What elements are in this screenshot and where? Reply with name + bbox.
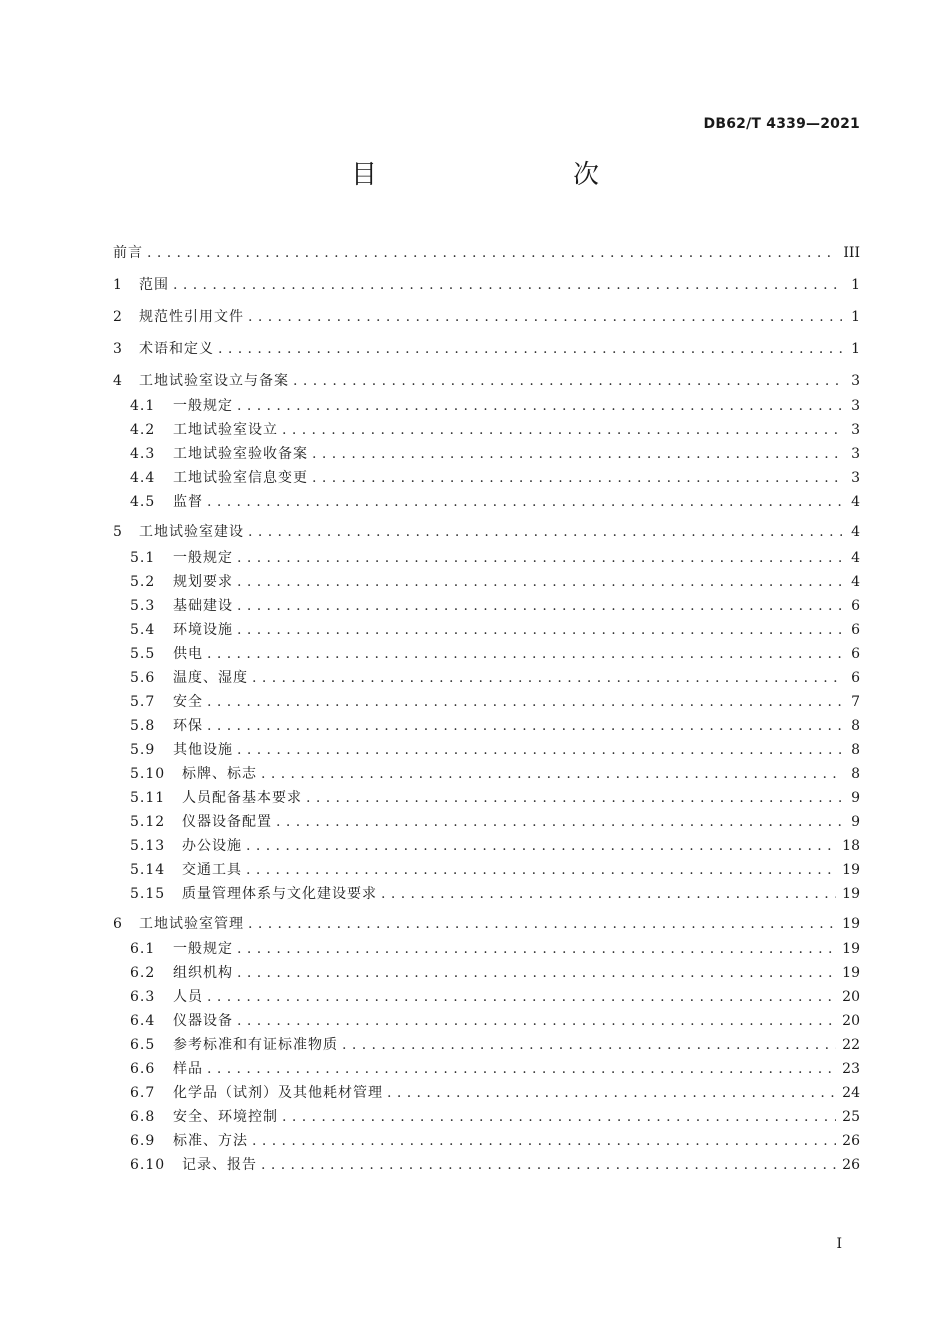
toc-entry-number: 5.14	[130, 862, 166, 878]
toc-entry-label: 安全、环境控制	[173, 1109, 278, 1125]
toc-entry[interactable]	[130, 1011, 860, 1031]
toc-leader-dots	[293, 371, 842, 391]
toc-entry-number: 6.7	[130, 1085, 156, 1101]
toc-entry-number: 5.8	[130, 718, 156, 734]
toc-entry[interactable]	[113, 522, 860, 542]
toc-entry-label: 一般规定	[173, 550, 233, 566]
toc-entry-label: 化学品（试剂）及其他耗材管理	[173, 1085, 383, 1101]
toc-entry-number: 5.7	[130, 694, 156, 710]
toc-leader-dots	[381, 884, 836, 904]
toc-entry-number: 6	[113, 916, 122, 932]
toc-leader-dots	[207, 987, 836, 1007]
toc-leader-dots	[282, 420, 842, 440]
toc-leader-dots	[252, 668, 842, 688]
toc-entry-number: 2	[113, 309, 122, 325]
toc-leader-dots	[207, 716, 842, 736]
toc-entry-label: 规划要求	[173, 574, 233, 590]
toc-entry[interactable]	[130, 740, 860, 760]
toc-leader-dots	[237, 548, 842, 568]
toc-entry[interactable]	[130, 1155, 860, 1175]
toc-entry-label: 术语和定义	[139, 341, 214, 357]
toc-entry-label: 工地试验室设立	[173, 422, 278, 438]
toc-entry[interactable]	[130, 987, 860, 1007]
toc-entry-page: 6	[851, 670, 860, 686]
toc-entry-label: 人员	[173, 989, 203, 1005]
toc-entry-number: 6.3	[130, 989, 156, 1005]
toc-entry-number: 6.1	[130, 941, 156, 957]
toc-entry[interactable]	[130, 692, 860, 712]
toc-leader-dots	[207, 644, 842, 664]
toc-leader-dots	[237, 939, 836, 959]
toc-leader-dots	[207, 492, 842, 512]
toc-entry-page: 4	[851, 574, 860, 590]
toc-entry[interactable]	[113, 339, 860, 359]
toc-entry-page: 6	[851, 622, 860, 638]
toc-entry-page: 19	[842, 965, 860, 981]
toc-entry-number: 5.12	[130, 814, 166, 830]
toc-entry-page: 19	[842, 916, 860, 932]
toc-leader-dots	[312, 468, 842, 488]
toc-leader-dots	[147, 243, 837, 263]
toc-entry-page: 19	[842, 886, 860, 902]
toc-entry[interactable]	[130, 716, 860, 736]
toc-entry-page: 4	[851, 550, 860, 566]
toc-entry-number: 5	[113, 524, 122, 540]
toc-entry[interactable]	[130, 396, 860, 416]
toc-entry[interactable]	[130, 812, 860, 832]
toc-leader-dots	[237, 572, 842, 592]
toc-entry[interactable]	[130, 1059, 860, 1079]
toc-leader-dots	[248, 522, 842, 542]
toc-entry-label: 前言	[113, 245, 143, 261]
toc-entry-number: 4.1	[130, 398, 156, 414]
toc-entry-page: 3	[851, 470, 860, 486]
toc-entry-number: 5.3	[130, 598, 156, 614]
toc-entry-number: 4.4	[130, 470, 156, 486]
toc-entry-number: 5.11	[130, 790, 166, 806]
toc-entry[interactable]	[130, 963, 860, 983]
toc-entry-page: 23	[842, 1061, 860, 1077]
toc-leader-dots	[237, 963, 836, 983]
toc-entry-page: 9	[851, 790, 860, 806]
toc-entry[interactable]	[130, 492, 860, 512]
toc-entry-number: 5.10	[130, 766, 166, 782]
toc-entry[interactable]	[130, 884, 860, 904]
toc-entry[interactable]	[130, 620, 860, 640]
toc-entry-label: 质量管理体系与文化建设要求	[182, 886, 377, 902]
toc-entry[interactable]	[130, 764, 860, 784]
toc-entry[interactable]	[130, 1083, 860, 1103]
toc-entry[interactable]	[113, 307, 860, 327]
toc-entry-page: 8	[851, 766, 860, 782]
toc-entry[interactable]	[130, 420, 860, 440]
toc-entry-label: 参考标准和有证标准物质	[173, 1037, 338, 1053]
toc-entry-number: 5.5	[130, 646, 156, 662]
toc-entry-number: 5.4	[130, 622, 156, 638]
toc-entry-label: 交通工具	[182, 862, 242, 878]
toc-entry-label: 人员配备基本要求	[182, 790, 302, 806]
toc-entry[interactable]	[130, 939, 860, 959]
toc-leader-dots	[237, 596, 842, 616]
toc-entry-label: 范围	[139, 277, 169, 293]
toc-leader-dots	[246, 836, 836, 856]
toc-entry-number: 5.2	[130, 574, 156, 590]
toc-entry-label: 仪器设备	[173, 1013, 233, 1029]
toc-entry-label: 规范性引用文件	[139, 309, 244, 325]
toc-entry-page: 7	[851, 694, 860, 710]
page-number: I	[836, 1236, 842, 1252]
toc-entry-number: 1	[113, 277, 122, 293]
toc-entry[interactable]	[130, 572, 860, 592]
toc-entry-label: 工地试验室信息变更	[173, 470, 308, 486]
toc-entry-label: 仪器设备配置	[182, 814, 272, 830]
toc-entry-number: 5.15	[130, 886, 166, 902]
toc-entry-label: 标牌、标志	[182, 766, 257, 782]
toc-entry-label: 温度、湿度	[173, 670, 248, 686]
toc-leader-dots	[342, 1035, 836, 1055]
toc-entry-label: 工地试验室建设	[139, 524, 244, 540]
toc-entry-page: 20	[842, 1013, 860, 1029]
toc-leader-dots	[237, 620, 842, 640]
toc-entry-number: 5.6	[130, 670, 156, 686]
toc-entry-page: 1	[851, 309, 860, 325]
toc-entry-page: 1	[851, 341, 860, 357]
toc-entry-page: 3	[851, 422, 860, 438]
toc-entry[interactable]	[113, 243, 860, 263]
toc-leader-dots	[207, 692, 842, 712]
toc-entry-page: 18	[842, 838, 860, 854]
toc-entry[interactable]	[130, 860, 860, 880]
toc-entry-label: 工地试验室管理	[139, 916, 244, 932]
toc-leader-dots	[282, 1107, 836, 1127]
toc-entry-label: 监督	[173, 494, 203, 510]
toc-entry-page: 22	[842, 1037, 860, 1053]
toc-entry-page: 25	[842, 1109, 860, 1125]
toc-entry-page: 4	[851, 494, 860, 510]
toc-entry-number: 4.2	[130, 422, 156, 438]
toc-entry[interactable]	[130, 788, 860, 808]
toc-entry-page: III	[843, 245, 860, 261]
toc-entry-page: 6	[851, 646, 860, 662]
toc-leader-dots	[387, 1083, 836, 1103]
toc-entry-label: 记录、报告	[182, 1157, 257, 1173]
toc-entry-page: 9	[851, 814, 860, 830]
toc-entry-number: 4.5	[130, 494, 156, 510]
toc-leader-dots	[248, 307, 842, 327]
toc-entry[interactable]	[130, 836, 860, 856]
toc-entry-label: 样品	[173, 1061, 203, 1077]
toc-entry[interactable]	[130, 444, 860, 464]
toc-entry-label: 标准、方法	[173, 1133, 248, 1149]
toc-entry-number: 6.5	[130, 1037, 156, 1053]
toc-entry-page: 3	[851, 373, 860, 389]
toc-entry[interactable]	[113, 914, 860, 934]
toc-entry[interactable]	[113, 371, 860, 391]
toc-entry[interactable]	[130, 1035, 860, 1055]
toc-entry-label: 环保	[173, 718, 203, 734]
toc-leader-dots	[252, 1131, 836, 1151]
toc-entry[interactable]	[113, 275, 860, 295]
toc-entry-page: 8	[851, 718, 860, 734]
toc-entry-page: 8	[851, 742, 860, 758]
toc-entry-label: 供电	[173, 646, 203, 662]
toc-entry-number: 6.2	[130, 965, 156, 981]
toc-leader-dots	[237, 1011, 836, 1031]
toc-entry-number: 4	[113, 373, 122, 389]
toc-entry-page: 6	[851, 598, 860, 614]
toc-entry-page: 26	[842, 1157, 860, 1173]
toc-leader-dots	[237, 396, 842, 416]
toc-entry[interactable]	[130, 596, 860, 616]
toc-entry-number: 3	[113, 341, 122, 357]
toc-entry-number: 5.9	[130, 742, 156, 758]
toc-entry-page: 26	[842, 1133, 860, 1149]
toc-entry-number: 6.4	[130, 1013, 156, 1029]
toc-entry-label: 其他设施	[173, 742, 233, 758]
toc-entry-label: 基础建设	[173, 598, 233, 614]
toc-entry[interactable]	[130, 1131, 860, 1151]
toc-leader-dots	[173, 275, 842, 295]
toc-entry-number: 6.10	[130, 1157, 166, 1173]
toc-entry-page: 19	[842, 941, 860, 957]
toc-leader-dots	[276, 812, 842, 832]
toc-leader-dots	[237, 740, 842, 760]
toc-leader-dots	[218, 339, 842, 359]
toc-entry-label: 工地试验室验收备案	[173, 446, 308, 462]
toc-entry-number: 6.6	[130, 1061, 156, 1077]
toc-entry-label: 一般规定	[173, 941, 233, 957]
toc-entry-number: 5.1	[130, 550, 156, 566]
toc-entry-label: 工地试验室设立与备案	[139, 373, 289, 389]
toc-entry-page: 24	[842, 1085, 860, 1101]
toc-entry-number: 6.9	[130, 1133, 156, 1149]
toc-entry[interactable]	[130, 548, 860, 568]
toc-leader-dots	[248, 914, 836, 934]
toc-leader-dots	[207, 1059, 836, 1079]
toc-leader-dots	[312, 444, 842, 464]
toc-entry-label: 办公设施	[182, 838, 242, 854]
toc-entry-page: 3	[851, 398, 860, 414]
toc-entry[interactable]	[130, 668, 860, 688]
toc-entry[interactable]	[130, 468, 860, 488]
toc-entry-number: 4.3	[130, 446, 156, 462]
toc-title: 目 次	[350, 160, 647, 190]
toc-entry-page: 3	[851, 446, 860, 462]
toc-entry-label: 环境设施	[173, 622, 233, 638]
toc-entry-page: 1	[851, 277, 860, 293]
toc-entry-number: 6.8	[130, 1109, 156, 1125]
toc-leader-dots	[246, 860, 836, 880]
toc-entry-page: 19	[842, 862, 860, 878]
toc-entry[interactable]	[130, 1107, 860, 1127]
toc-leader-dots	[306, 788, 842, 808]
toc-leader-dots	[261, 1155, 836, 1175]
toc-entry-page: 20	[842, 989, 860, 1005]
toc-entry-page: 4	[851, 524, 860, 540]
toc-entry[interactable]	[130, 644, 860, 664]
toc-entry-label: 组织机构	[173, 965, 233, 981]
toc-leader-dots	[261, 764, 842, 784]
toc-entry-number: 5.13	[130, 838, 166, 854]
toc-entry-label: 安全	[173, 694, 203, 710]
document-code: DB62/T 4339—2021	[703, 116, 860, 132]
toc-entry-label: 一般规定	[173, 398, 233, 414]
